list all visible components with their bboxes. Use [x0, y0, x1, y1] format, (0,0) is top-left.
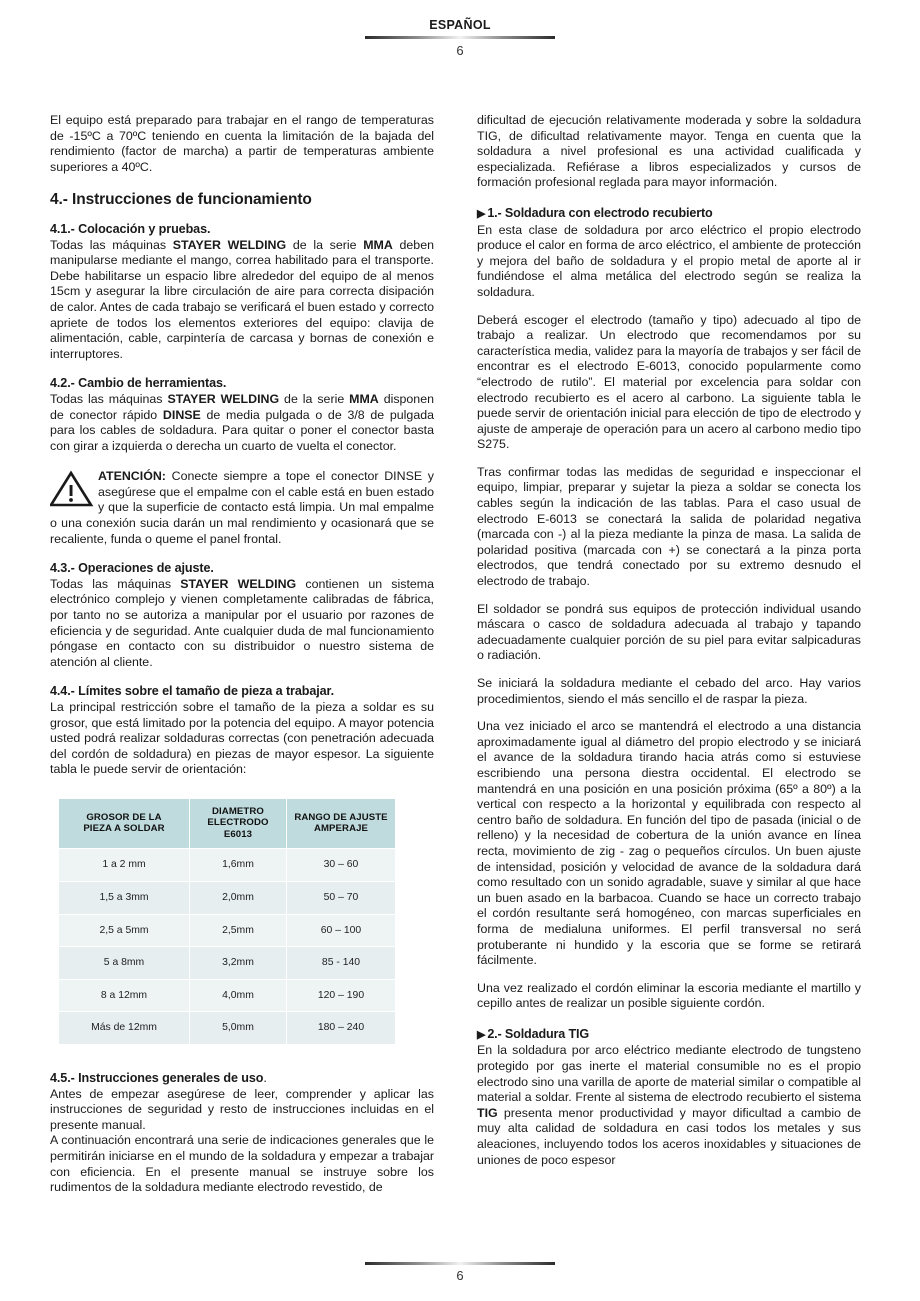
text-4-3-b: contienen un sistema electrónico complejo y vienen completamente calibradas de fábrica, por tanto no se autoriza a manipular por el usuario por razones de eficiencia y de seguridad. Ante cualquier duda de mal funcionamiento póngase en contacto con su distribuidor o nuestro sistema de atención al cliente. [50, 576, 434, 669]
paragraph-r1: En esta clase de soldadura por arco eléctrico el propio electrodo produce el calor en forma de arco eléctrico, el ambiente de protección y mejora del baño de soldadura y el propio metal de aporte al ir fundiéndose el alma metálica del electrodo según se realiza la soldadura. [477, 222, 861, 299]
text-4-1-a: Todas las máquinas [50, 237, 173, 252]
cell-diametro: 2,0mm [190, 882, 287, 915]
header-line: DIAMETRO [212, 805, 264, 817]
table-row [59, 1012, 396, 1045]
heading-soldadura-electrodo-recubierto [477, 206, 861, 223]
paragraph-r2: Deberá escoger el electrodo (tamaño y tipo) adecuado al tipo de trabajo a realizar. Un electrodo que recomendamos por su característica media, validez para la mayoría de trabajos y ser fácil de encontrar es el electrodo E-6013, conocido popularmente como “electrodo de rutilo”. El material por excelencia para soldar con electrodo recubierto es el acero al carbono. La siguiente tabla le puede servir de orientación inicial para elección de tipo de electrodo y ajuste de amperaje de operación para un acero al carbono medio tipo S275. [477, 312, 861, 452]
header-line: PIEZA A SOLDAR [83, 823, 165, 835]
paragraph-r8 [477, 1043, 861, 1168]
text-4-2-d: de media pulgada o de 3/8 de pulgada para los cables de soldadura. Para quitar o poner el conector basta con girar a izquierda o derecha un cuarto de vuelta el conector. [50, 407, 434, 453]
attention-text [50, 469, 434, 547]
heading-4-3: 4.3.- Operaciones de ajuste. [50, 561, 214, 576]
attention-block [50, 469, 434, 547]
right-column [477, 113, 861, 1168]
text-4-2-a: Todas las máquinas [50, 391, 168, 406]
attention-label: ATENCIÓN: [98, 469, 166, 484]
table-row [59, 849, 396, 882]
page-header [0, 18, 920, 58]
header-divider-rule [365, 36, 555, 39]
text-4-1-b: de la serie [286, 237, 364, 252]
cell-diametro: 4,0mm [190, 979, 287, 1012]
header-language-title: ESPAÑOL [429, 18, 491, 32]
brand-stayer-welding-2: STAYER WELDING [167, 391, 280, 406]
cell-diametro: 1,6mm [190, 849, 287, 882]
paragraph-r5: Se iniciará la soldadura mediante el cebado del arco. Hay varios procedimientos, siendo el más sencillo el de raspar la pieza. [477, 676, 861, 706]
page-footer [0, 1262, 920, 1283]
cell-grosor: 2,5 a 5mm [59, 914, 190, 947]
paragraph-r3: Tras confirmar todas las medidas de seguridad e inspeccionar el equipo, limpiar, preparar y sujetar la pieza a soldar se conecta los cables según la indicación de las tablas. Para el caso usual de electrodo E-6013 se conectará la salida de polaridad negativa (marcada con -) al la pieza mediante la pinza de masa. La salida de polaridad positiva (marcada con +) se conectará a la pinza porta electrodos, que tendrá conectado por su extremo desnudo el electrodo de trabajo. [477, 464, 861, 589]
cell-amperaje: 85 - 140 [287, 947, 396, 980]
table-header-diametro [190, 798, 287, 849]
table-header-row [59, 798, 396, 849]
heading-2-text: 2.- Soldadura TIG [487, 1026, 590, 1041]
two-column-body [0, 113, 920, 1268]
electrode-amperage-table [58, 798, 396, 1045]
arrow-bullet-icon-2: ▶ [477, 1028, 486, 1041]
term-tig: TIG [477, 1105, 498, 1120]
text-4-2-b: de la serie [279, 391, 350, 406]
text-r8-b: presenta menor productividad y mayor dificultad a cambio de muy alta calidad de soldadura en casi todos los metales y sus aleaciones, incluyendo todos los aceros inoxidables y situaciones de uniones de poco espesor [477, 1105, 861, 1167]
header-line: AMPERAJE [313, 823, 369, 835]
header-page-number: 6 [456, 43, 464, 58]
series-mma: MMA [363, 237, 393, 252]
table-row [59, 882, 396, 915]
paragraph-r6: Una vez iniciado el arco se mantendrá el electrodo a una distancia aproximadamente igual al diámetro del propio electrodo y se iniciará el avance de la soldadura tirando hacia atrás como si estuviese escribiendo una persona diestra occidental. El electrodo se mantendrá en una posición en una posición próxima (65º a 80º) a la vertical con respecto a la horizontal y equilibrada con respecto al centro baño de soldadura. En función del tipo de pasada (inicial o de relleno) y la necesidad de cobertura de la unión avance en línea recta, movimiento de zig - zag o pequeños círculos. Un buen ajuste de intensidad, posición y velocidad de avance de la soldadura dará como resultado con un sonido agradable, suave y similar al que hace un buen asado en la barbacoa. Cuando se hace un correcto trabajo el cordón resultante será homogéneo, con marcas superficiales en forma de medialuna uniformes. El perfil transversal no será protuberante ni hundido y la escoria que se forme se retirará fácilmente. [477, 719, 861, 968]
cell-diametro: 2,5mm [190, 914, 287, 947]
paragraph-4-4: La principal restricción sobre el tamaño de la pieza a soldar es su grosor, que está limitado por la potencia del equipo. A mayor potencia usted podrá realizar soldaduras correctas (con penetración adecuada del cordón de soldadura) en piezas de mayor espesor. La siguiente tabla le puede servir de orientación: [50, 700, 434, 777]
heading-4-5-text: 4.5.- Instrucciones generales de uso [50, 1071, 264, 1086]
brand-stayer-welding: STAYER WELDING [172, 237, 287, 252]
header-line: E6013 [223, 828, 253, 840]
cell-grosor: 5 a 8mm [59, 947, 190, 980]
cell-amperaje: 30 – 60 [287, 849, 396, 882]
arrow-bullet-icon: ▶ [477, 207, 486, 220]
table-header-rango [287, 798, 396, 849]
connector-dinse: DINSE [162, 407, 201, 422]
footer-page-number: 6 [456, 1268, 464, 1283]
table-row [59, 979, 396, 1012]
paragraph-r4: El soldador se pondrá sus equipos de protección individual usando máscara o casco de soldadura adecuada al trabajo y tapando adecuadamente cualquier porción de su piel para evitar salpicaduras o radiación. [477, 601, 861, 663]
warning-triangle-icon [50, 470, 94, 508]
table-header-grosor [59, 798, 190, 849]
cell-diametro: 5,0mm [190, 1012, 287, 1045]
left-column [50, 113, 434, 1196]
table-bottom-spacer [50, 1045, 434, 1057]
paragraph-4-3 [50, 577, 434, 671]
paragraph-4-2 [50, 392, 434, 454]
brand-stayer-welding-3: STAYER WELDING [180, 576, 297, 591]
right-intro-paragraph: dificultad de ejecución relativamente moderada y sobre la soldadura TIG, de dificultad relativamente mayor. Tenga en cuenta que la soldadura a nivel profesional es una actividad cualificada y especializada. Refiérase a libros especializados y cursos de formación profesional reglada para mayor información. [477, 113, 861, 190]
series-mma-2: MMA [349, 391, 379, 406]
text-4-3-a: Todas las máquinas [50, 576, 181, 591]
cell-amperaje: 120 – 190 [287, 979, 396, 1012]
header-line: RANGO DE AJUSTE [294, 811, 388, 823]
table-row [59, 947, 396, 980]
heading-section-4: 4.- Instrucciones de funcionamiento [50, 191, 312, 209]
text-4-1-c: deben manipularse mediante el mango, correa habilitado para el transporte. Debe habilitarse un espacio libre alrededor del equipo de al menos 15cm y asegurar la libre circulación de aire para correcta disipación de calor. Antes de cada trabajo se verificará el buen estado y correcto apriete de todos los elementos exteriores del equipo: clavija de alimentación, cable, carpintería de carcasa y bornas de conexión e interruptores. [50, 237, 434, 361]
cell-grosor: 1,5 a 3mm [59, 882, 190, 915]
paragraph-4-5-a: Antes de empezar asegúrese de leer, comprender y aplicar las instrucciones de seguridad y resto de instrucciones incluidas en el presente manual. [50, 1086, 434, 1132]
heading-1-text: 1.- Soldadura con electrodo recubierto [487, 205, 713, 220]
attention-body: Conecte siempre a tope el conector DINSE y asegúrese que el empalme con el cable está en buen estado y que la superficie de contacto está limpia. Un mal empalme o una conexión sucia darán un mal rendimiento y ocasionará que se recaliente, funda o queme el panel frontal. [50, 469, 434, 546]
heading-soldadura-tig [477, 1027, 861, 1044]
heading-4-2: 4.2.- Cambio de herramientas. [50, 376, 227, 391]
cell-grosor: 8 a 12mm [59, 979, 190, 1012]
text-r8-a: En la soldadura por arco eléctrico mediante electrodo de tungsteno protegido por gas inerte el material consumible no es el propio electrodo sino una varilla de aporte de material similar o compatible al material a soldar. Frente al sistema de electrodo recubierto el sistema [477, 1043, 861, 1105]
header-line: GROSOR DE LA [86, 811, 162, 823]
paragraph-4-5-b: A continuación encontrará una serie de indicaciones generales que le permitirán iniciarse en el mundo de la soldadura y empezar a trabajar con eficiencia. En el presente manual se instruye sobre los rudimentos de la soldadura mediante electrodo revestido, de [50, 1133, 434, 1195]
cell-grosor: Más de 12mm [59, 1012, 190, 1045]
intro-paragraph: El equipo está preparado para trabajar en el rango de temperaturas de -15ºC a 70ºC teniendo en cuenta la limitación de la bajada del rendimiento (factor de marcha) a partir de temperaturas ambiente superiores a 40ºC. [50, 113, 434, 174]
heading-4-5-period: . [263, 1071, 267, 1086]
cell-amperaje: 60 – 100 [287, 914, 396, 947]
heading-4-5 [50, 1071, 434, 1087]
table-row [59, 914, 396, 947]
heading-4-1: 4.1.- Colocación y pruebas. [50, 221, 211, 236]
cell-amperaje: 180 – 240 [287, 1012, 396, 1045]
cell-grosor: 1 a 2 mm [59, 849, 190, 882]
paragraph-r7: Una vez realizado el cordón eliminar la escoria mediante el martillo y cepillo antes de realizar un posible siguiente cordón. [477, 980, 861, 1011]
paragraph-4-1 [50, 238, 434, 363]
heading-4-4: 4.4.- Límites sobre el tamaño de pieza a trabajar. [50, 684, 335, 699]
cell-diametro: 3,2mm [190, 947, 287, 980]
text-4-2-c: disponen de conector rápido [50, 391, 434, 422]
footer-divider-rule [365, 1262, 555, 1265]
header-line: ELECTRODO [207, 817, 269, 829]
cell-amperaje: 50 – 70 [287, 882, 396, 915]
